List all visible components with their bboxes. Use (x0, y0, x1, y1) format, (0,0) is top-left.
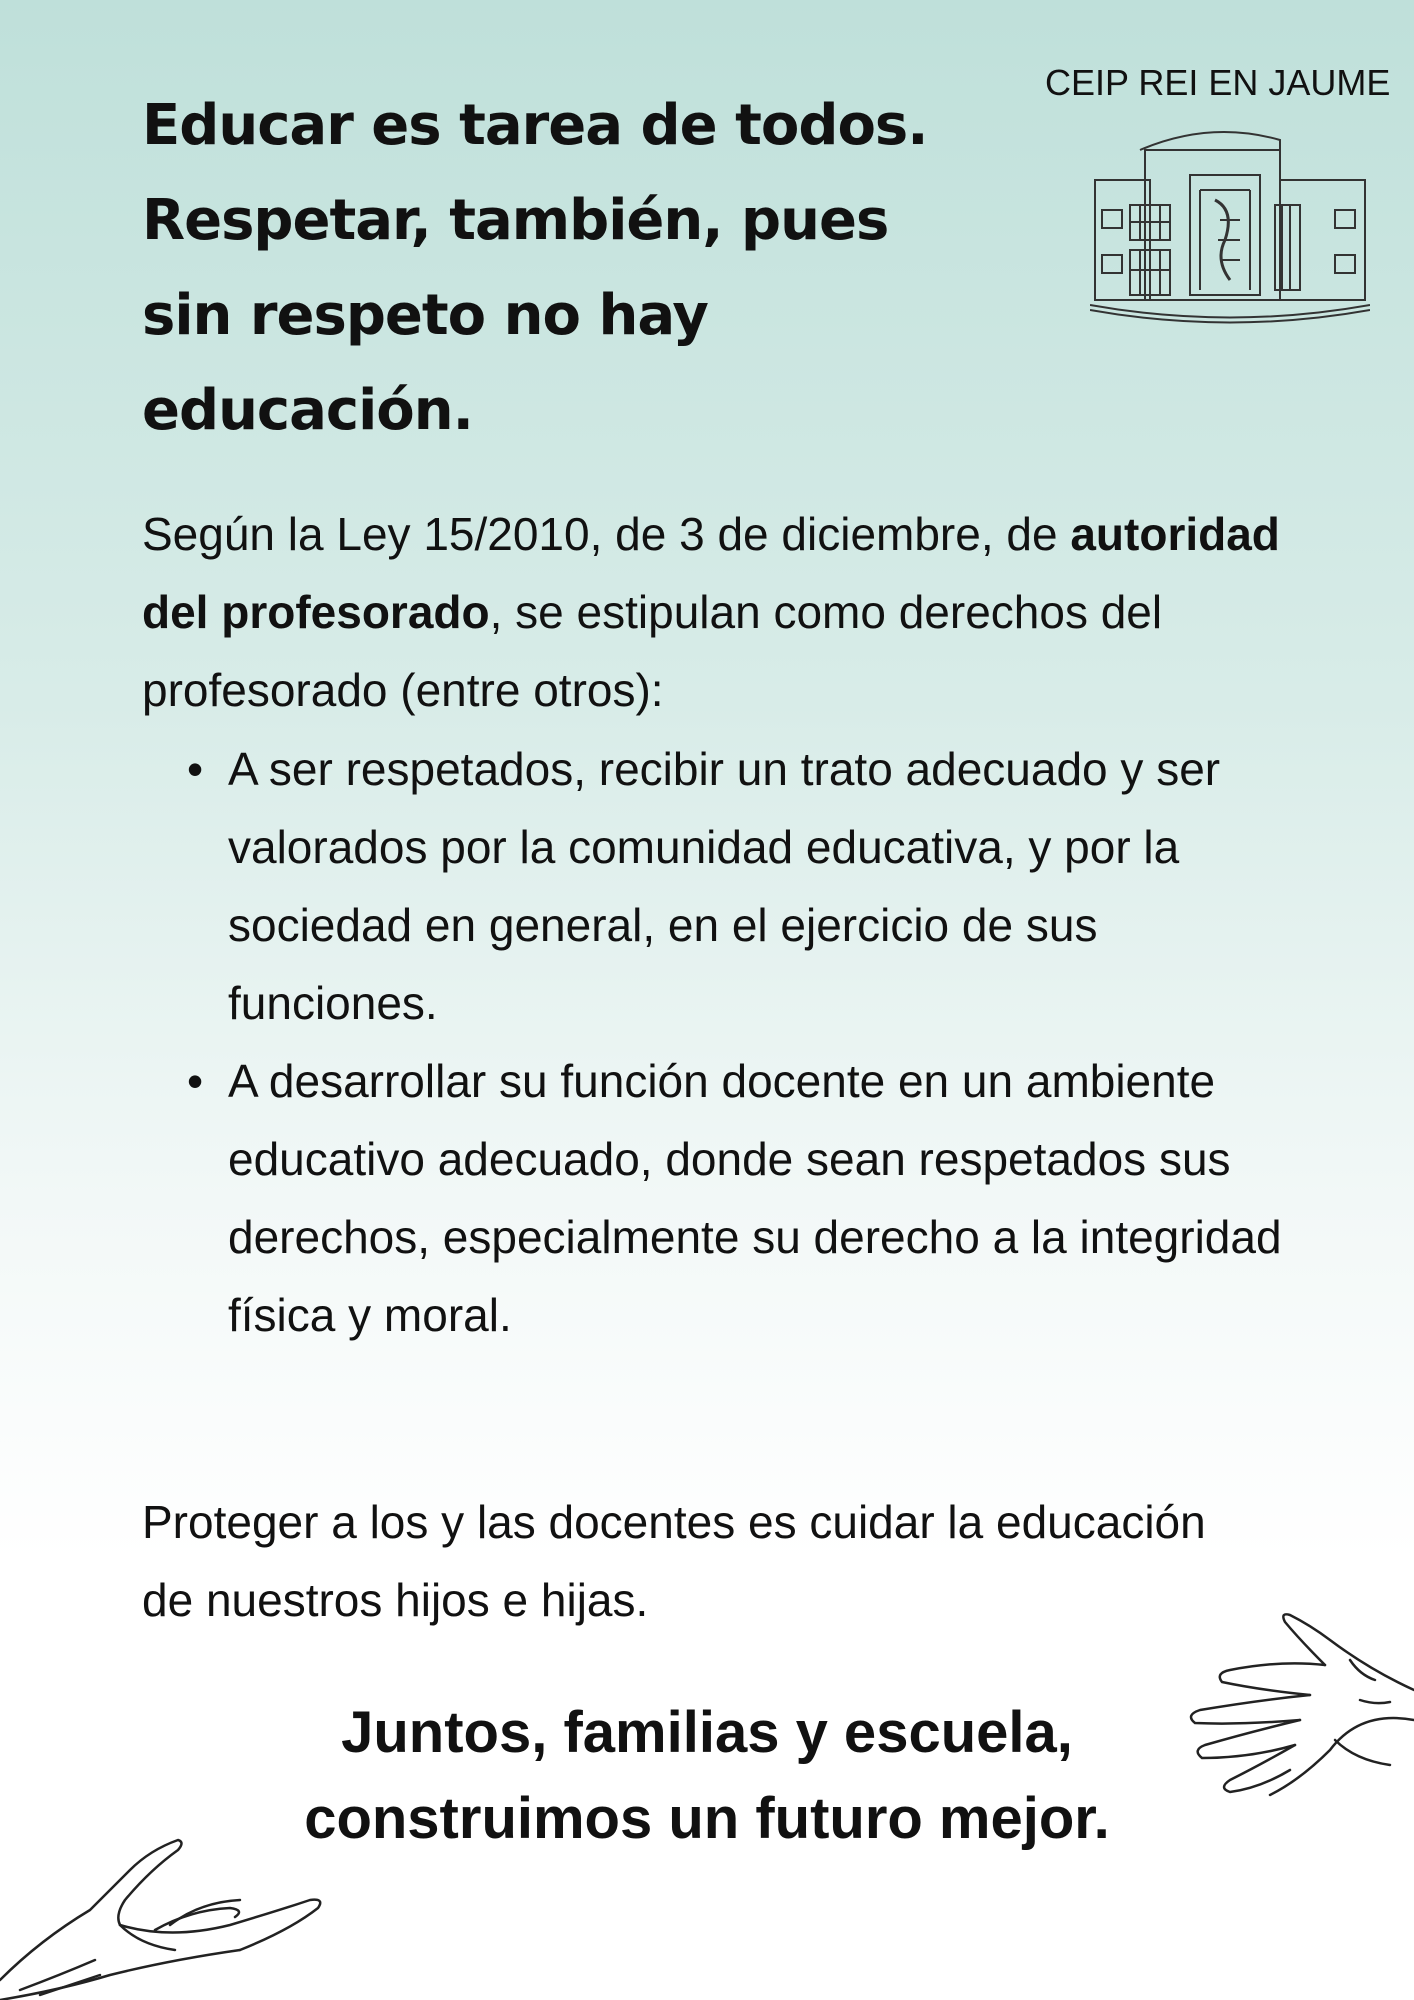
motto-line: construimos un futuro mejor. (304, 1786, 1110, 1851)
school-building-sketch-icon (1090, 120, 1370, 330)
list-item (142, 730, 1292, 1042)
intro-text: Según la Ley 15/2010, de 3 de diciembre, de (142, 508, 1071, 560)
intro-bold: autoridad del profesorado (142, 508, 1280, 638)
headline-line: sin respeto no hay (142, 283, 708, 348)
headline-line: Educar es tarea de todos. (142, 93, 928, 158)
motto-line: Juntos, familias y escuela, (341, 1700, 1073, 1765)
closing-paragraph: Proteger a los y las docentes es cuidar la educación de nuestros hijos e hijas. (142, 1496, 1206, 1626)
right-text: A desarrollar su función docente en un ambiente educativo adecuado, donde sean respetados sus derechos, especialmente su derecho a la integridad física y moral. (228, 1055, 1282, 1341)
open-hand-left-icon (0, 1790, 340, 2000)
reaching-hand-right-icon (1160, 1600, 1414, 1840)
right-text: A ser respetados, recibir un trato adecuado y ser valorados por la comunidad educativa, y por la sociedad en general, en el ejercicio de sus funciones. (228, 743, 1221, 1029)
motto (200, 1690, 1214, 1862)
list-item (142, 1042, 1292, 1354)
intro-text: , se estipulan como derechos del profesorado (entre otros): (142, 586, 1163, 716)
headline (142, 78, 1022, 458)
school-name: CEIP REI EN JAUME (1045, 62, 1391, 103)
headline-line: Respetar, también, pues (142, 188, 889, 253)
rights-list (142, 730, 1292, 1354)
intro-paragraph (142, 495, 1292, 729)
bullet: • (187, 743, 204, 795)
bullet: • (187, 1055, 204, 1107)
headline-line: educación. (142, 378, 473, 443)
